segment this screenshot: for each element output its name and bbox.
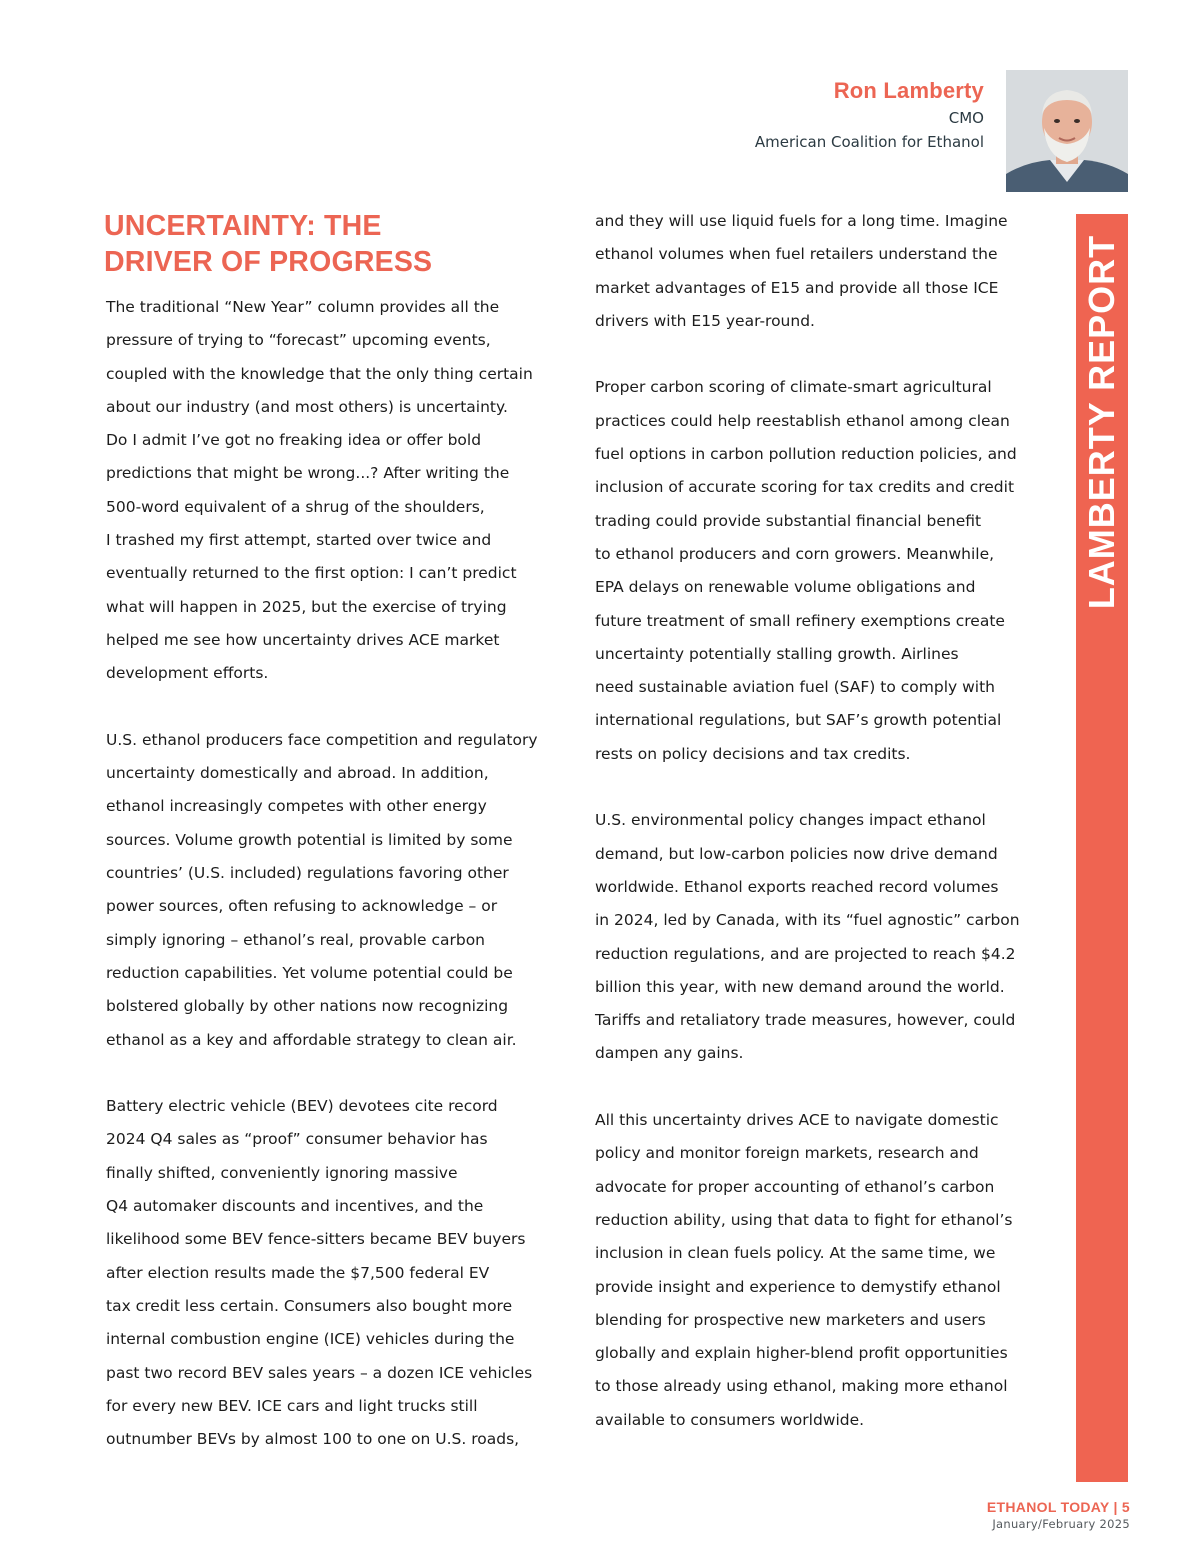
page-footer — [987, 1498, 1130, 1532]
headline-line: DRIVER OF PROGRESS — [104, 246, 433, 278]
text-line: predictions that might be wrong...? After writing the — [106, 464, 510, 483]
text-line: U.S. ethanol producers face competition and regulatory — [106, 730, 538, 749]
text-line: and they will use liquid fuels for a long time. Imagine — [595, 212, 1008, 230]
text-line: eventually returned to the first option: I can’t predict — [106, 564, 517, 583]
text-line: internal combustion engine (ICE) vehicles during the — [106, 1330, 515, 1349]
text-line: EPA delays on renewable volume obligations and — [595, 578, 976, 597]
text-line: pressure of trying to “forecast” upcoming events, — [106, 331, 491, 350]
article-column-left — [106, 291, 546, 1456]
text-line: All this uncertainty drives ACE to navigate domestic — [595, 1111, 999, 1130]
text-line: demand, but low-carbon policies now drive demand — [595, 844, 998, 863]
text-line: helped me see how uncertainty drives ACE market — [106, 630, 500, 649]
text-line: reduction regulations, and are projected to reach $4.2 — [595, 944, 1016, 963]
paragraph-break — [595, 1071, 1025, 1104]
text-line: reduction ability, using that data to fight for ethanol’s — [595, 1210, 1013, 1229]
text-line: billion this year, with new demand around the world. — [595, 977, 1005, 996]
text-line: international regulations, but SAF’s growth potential — [595, 711, 1002, 730]
text-line: blending for prospective new marketers and users — [595, 1310, 986, 1329]
author-block — [755, 76, 984, 154]
text-line: practices could help reestablish ethanol among clean — [595, 411, 1010, 430]
text-line: U.S. environmental policy changes impact ethanol — [595, 811, 986, 830]
text-line: drivers with E15 year-round. — [595, 311, 815, 330]
text-line: reduction capabilities. Yet volume potential could be — [106, 963, 513, 982]
text-line: bolstered globally by other nations now recognizing — [106, 997, 509, 1016]
text-line: provide insight and experience to demystify ethanol — [595, 1277, 1001, 1296]
text-line: about our industry (and most others) is uncertainty. — [106, 397, 508, 416]
text-line: finally shifted, conveniently ignoring massive — [106, 1163, 458, 1182]
text-line: in 2024, led by Canada, with its “fuel agnostic” carbon — [595, 911, 1020, 930]
text-line: 2024 Q4 sales as “proof” consumer behavior has — [106, 1130, 488, 1149]
text-line: uncertainty potentially stalling growth. Airlines — [595, 644, 959, 663]
text-line: simply ignoring – ethanol’s real, provable carbon — [106, 930, 486, 949]
author-portrait-image — [1006, 70, 1128, 192]
text-line: advocate for proper accounting of ethanol’s carbon — [595, 1177, 995, 1196]
text-line: worldwide. Ethanol exports reached record volumes — [595, 877, 999, 896]
text-line: Tariffs and retaliatory trade measures, however, could — [595, 1011, 1016, 1030]
text-line: inclusion in clean fuels policy. At the same time, we — [595, 1244, 996, 1263]
text-line: uncertainty domestically and abroad. In addition, — [106, 764, 489, 783]
author-title: CMO — [948, 109, 984, 127]
text-line: after election results made the $7,500 federal EV — [106, 1263, 490, 1282]
text-line: Q4 automaker discounts and incentives, and the — [106, 1197, 484, 1216]
text-line: globally and explain higher-blend profit opportunities — [595, 1344, 1008, 1363]
text-line: available to consumers worldwide. — [595, 1410, 865, 1429]
text-line: market advantages of E15 and provide all those ICE — [595, 278, 999, 297]
text-line: The traditional “New Year” column provides all the — [106, 298, 500, 316]
text-line: 500-word equivalent of a shrug of the shoulders, — [106, 497, 485, 516]
text-line: policy and monitor foreign markets, research and — [595, 1144, 979, 1163]
text-line: rests on policy decisions and tax credits. — [595, 744, 911, 763]
publication-page-number: ETHANOL TODAY | 5 — [986, 1499, 1130, 1515]
section-label: LAMBERTY REPORT — [1081, 234, 1122, 610]
article-headline — [104, 208, 504, 280]
text-line: trading could provide substantial financial benefit — [595, 511, 982, 530]
paragraph-break — [595, 338, 1025, 371]
text-line: likelihood some BEV fence-sitters became BEV buyers — [106, 1230, 526, 1249]
author-photo — [1006, 70, 1128, 192]
article-column-right — [595, 205, 1025, 1437]
text-line: for every new BEV. ICE cars and light trucks still — [106, 1396, 478, 1415]
text-line: outnumber BEVs by almost 100 to one on U.S. roads, — [106, 1430, 520, 1449]
paragraph-break — [595, 771, 1025, 804]
text-line: need sustainable aviation fuel (SAF) to comply with — [595, 678, 995, 697]
text-line: coupled with the knowledge that the only thing certain — [106, 364, 533, 383]
text-line: fuel options in carbon pollution reduction policies, and — [595, 445, 1017, 464]
author-organization: American Coalition for Ethanol — [754, 133, 984, 151]
text-line: sources. Volume growth potential is limited by some — [106, 830, 513, 849]
author-name: Ron Lamberty — [833, 78, 984, 103]
text-line: ethanol volumes when fuel retailers understand the — [595, 245, 998, 264]
text-line: future treatment of small refinery exemptions create — [595, 611, 1005, 630]
text-line: dampen any gains. — [595, 1044, 744, 1063]
text-line: countries’ (U.S. included) regulations favoring other — [106, 864, 509, 883]
headline-line: UNCERTAINTY: THE — [104, 210, 382, 242]
paragraph-break — [106, 1057, 546, 1090]
text-line: tax credit less certain. Consumers also bought more — [106, 1296, 513, 1315]
text-line: ethanol increasingly competes with other energy — [106, 797, 487, 816]
text-line: inclusion of accurate scoring for tax credits and credit — [595, 478, 1015, 497]
issue-date: January/February 2025 — [992, 1517, 1130, 1531]
text-line: Do I admit I’ve got no freaking idea or offer bold — [106, 431, 482, 450]
text-line: to ethanol producers and corn growers. Meanwhile, — [595, 544, 995, 563]
text-line: past two record BEV sales years – a dozen ICE vehicles — [106, 1363, 533, 1382]
text-line: what will happen in 2025, but the exercise of trying — [106, 597, 507, 616]
text-line: development efforts. — [106, 664, 269, 683]
text-line: Proper carbon scoring of climate-smart agricultural — [595, 378, 992, 397]
text-line: Battery electric vehicle (BEV) devotees cite record — [106, 1097, 498, 1116]
text-line: ethanol as a key and affordable strategy to clean air. — [106, 1030, 517, 1049]
text-line: to those already using ethanol, making more ethanol — [595, 1377, 1008, 1396]
paragraph-break — [106, 691, 546, 724]
text-line: power sources, often refusing to acknowledge – or — [106, 897, 498, 916]
text-line: I trashed my first attempt, started over twice and — [106, 531, 492, 550]
